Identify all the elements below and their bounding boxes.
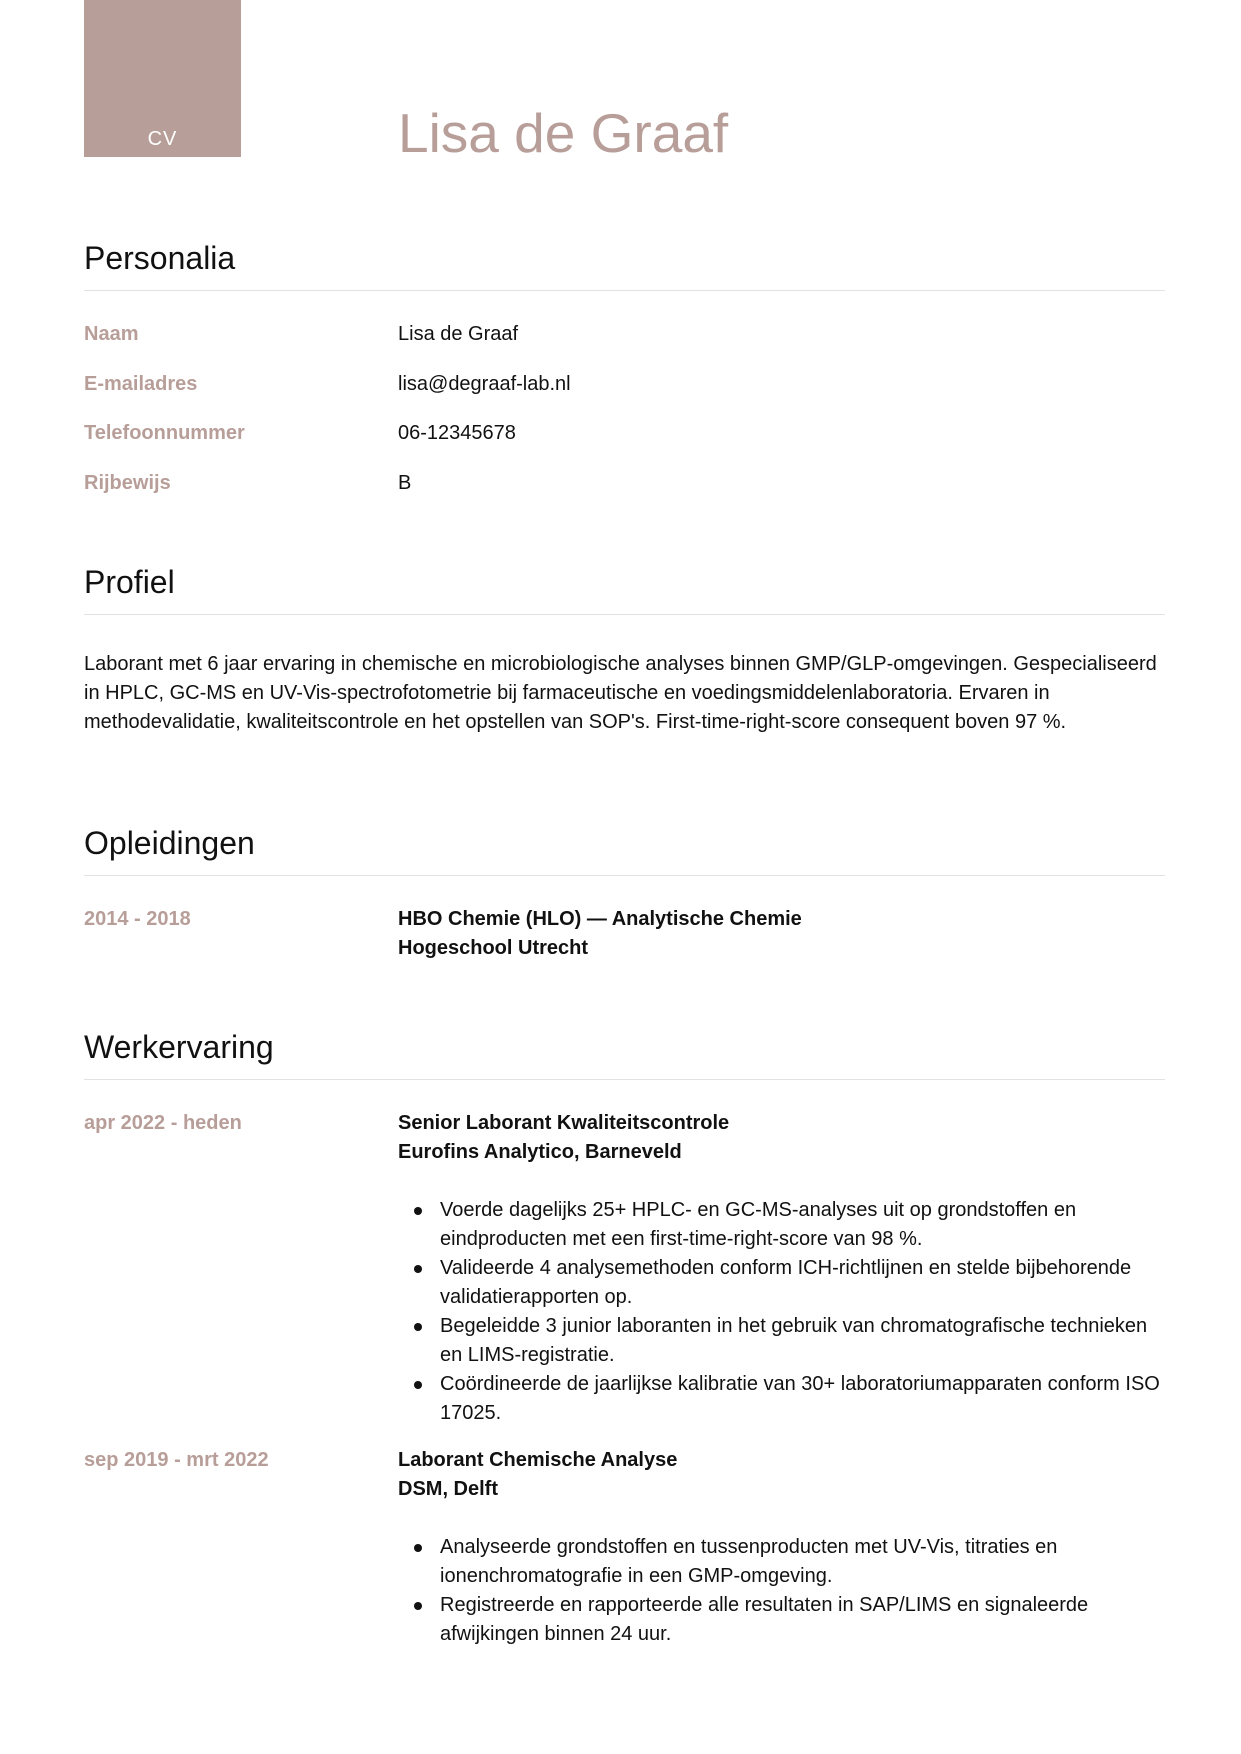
job-company: DSM, Delft	[398, 1478, 498, 1500]
bullet-text: Coördineerde de jaarlijkse kalibratie van 30+ laboratoriumapparaten conform ISO 17025.	[440, 1373, 1160, 1424]
section-divider	[84, 1079, 1165, 1080]
candidate-name: Lisa de Graaf	[398, 102, 729, 164]
job-entry	[84, 1109, 1165, 1167]
job-bullets	[398, 1533, 1165, 1649]
list-item	[398, 1591, 1165, 1649]
education-entry	[84, 905, 1165, 963]
field-value: lisa@degraaf-lab.nl	[398, 373, 571, 395]
bullet-icon	[414, 1381, 422, 1389]
education-title: HBO Chemie (HLO) — Analytische Chemie	[398, 908, 802, 930]
job-bullets	[398, 1196, 1165, 1428]
job-period: sep 2019 - mrt 2022	[84, 1449, 269, 1471]
list-item	[398, 1254, 1165, 1312]
bullet-icon	[414, 1207, 422, 1215]
bullet-icon	[414, 1602, 422, 1610]
bullet-text: Voerde dagelijks 25+ HPLC- en GC-MS-analyses uit op grondstoffen en eindproducten met een first-time-right-score van 98 %.	[440, 1199, 1077, 1250]
profile-summary: Laborant met 6 jaar ervaring in chemische en microbiologische analyses binnen GMP/GLP-omgevingen. Gespecialiseerd in HPLC, GC-MS en UV-Vis-spectrofotometrie bij farmaceutische en voedingsmiddelenlaboratoria. Ervaren in methodevalidatie, kwaliteitscontrole en het opstellen van SOP's. First-time-right-score consequent boven 97 %.	[84, 653, 1157, 733]
personalia-section	[84, 242, 1165, 274]
bullet-icon	[414, 1323, 422, 1331]
section-heading-opleidingen: Opleidingen	[84, 825, 255, 861]
education-details	[398, 905, 1165, 963]
bullet-text: Registreerde en rapporteerde alle resultaten in SAP/LIMS en signaleerde afwijkingen binnen 24 uur.	[440, 1594, 1089, 1645]
section-heading-werkervaring: Werkervaring	[84, 1029, 274, 1065]
section-divider	[84, 875, 1165, 876]
education-institution: Hogeschool Utrecht	[398, 937, 589, 959]
education-period: 2014 - 2018	[84, 908, 191, 930]
cv-badge-label: CV	[147, 128, 178, 150]
bullet-icon	[414, 1544, 422, 1552]
job-details	[398, 1109, 1165, 1167]
werkervaring-section	[84, 1031, 1165, 1063]
section-divider	[84, 614, 1165, 615]
job-company: Eurofins Analytico, Barneveld	[398, 1141, 682, 1163]
section-heading-profiel: Profiel	[84, 564, 175, 600]
field-label: Telefoonnummer	[84, 422, 245, 444]
field-value: B	[398, 472, 412, 494]
job-title: Senior Laborant Kwaliteitscontrole	[398, 1112, 730, 1134]
field-label: E-mailadres	[84, 373, 198, 395]
list-item	[398, 1370, 1165, 1428]
list-item	[398, 1312, 1165, 1370]
bullet-icon	[414, 1265, 422, 1273]
job-title: Laborant Chemische Analyse	[398, 1449, 678, 1471]
job-details	[398, 1446, 1165, 1504]
field-label: Rijbewijs	[84, 472, 171, 494]
job-period: apr 2022 - heden	[84, 1112, 242, 1134]
job-entry	[84, 1446, 1165, 1504]
bullet-text: Valideerde 4 analysemethoden conform ICH-richtlijnen en stelde bijbehorende validatierapporten op.	[440, 1257, 1132, 1308]
list-item	[398, 1533, 1165, 1591]
bullet-text: Begeleidde 3 junior laboranten in het gebruik van chromatografische technieken en LIMS-registratie.	[440, 1315, 1148, 1366]
bullet-text: Analyseerde grondstoffen en tussenproducten met UV-Vis, titraties en ionenchromatografie in een GMP-omgeving.	[440, 1536, 1058, 1587]
section-heading-personalia: Personalia	[84, 240, 236, 276]
list-item	[398, 1196, 1165, 1254]
field-value: 06-12345678	[398, 422, 516, 444]
field-value: Lisa de Graaf	[398, 323, 519, 345]
opleidingen-section	[84, 827, 1165, 859]
section-divider	[84, 290, 1165, 291]
cv-badge	[84, 0, 241, 157]
profiel-section	[84, 566, 1165, 598]
field-label: Naam	[84, 323, 139, 345]
